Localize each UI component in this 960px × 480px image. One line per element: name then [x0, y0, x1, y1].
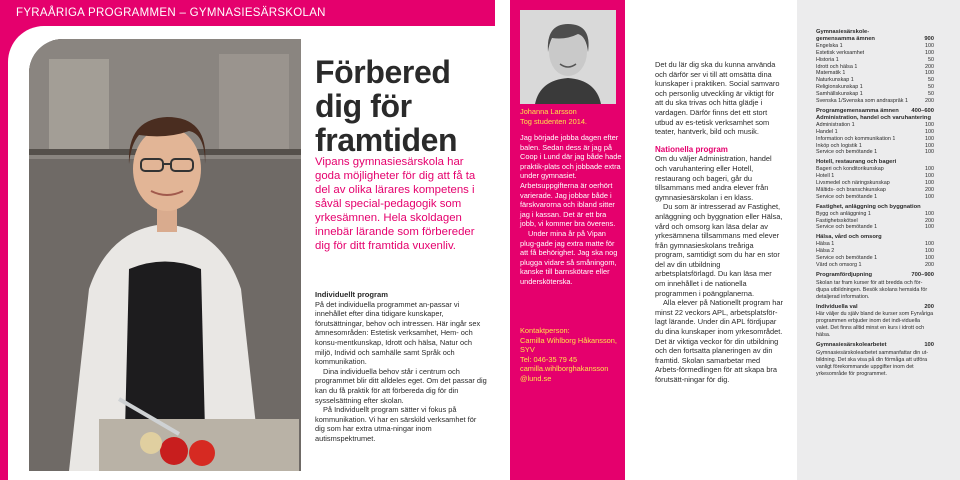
fordjupning-row [816, 272, 934, 279]
course-points: 100 [925, 42, 934, 49]
course-row [816, 255, 934, 262]
quote-paragraph-1: Jag började jobba dagen efter balen. Sedan dess är jag på Coop i Lund där jag både hade praktik-plats och jobbade extra under gymnasiet. Arbetsuppgifterna är oerhört varierade. Jag jobbar både i färskvarorna och ibland sitter jag i kassan. Det är ett bra jobb, vi kommer bra överens. [520, 133, 622, 229]
course-row [816, 187, 934, 194]
course-row [816, 143, 934, 150]
gemensamma-title-2: gemensamma ämnen [816, 35, 875, 42]
course-row [816, 43, 934, 50]
gemensamma-rows [816, 43, 934, 105]
course-name: Bageri och konditorikunskap [816, 166, 884, 173]
course-points: 100 [925, 193, 934, 200]
photo-illustration [29, 39, 301, 471]
section-individuella-val [816, 304, 934, 340]
quote-paragraph-2: Under mina år på Vipan plug-gade jag extra matte för att få behörighet. Jag ska nog plugga vidare så småningom, kanske till barnskötare eller undersköterska. [520, 228, 618, 286]
course-name: Vård och omsorg 1 [816, 262, 862, 268]
fastighet-rows [816, 211, 934, 232]
intro-text: Vipans gymnasiesärskola har goda möjligheter för dig att få ta del av olika lärares kompetens i såväl special-pedagogik som yrkesämnen. Hela skoldagen innebär lärande som förbereder dig för ditt framtida vuxenliv. [315, 156, 476, 252]
course-name: Matematik 1 [816, 70, 846, 77]
course-name: Service och bemötande 1 [816, 193, 878, 200]
course-points: 200 [925, 262, 934, 268]
course-points: 100 [925, 121, 934, 128]
course-row [816, 194, 934, 201]
contact-phone: Tel: 046-35 79 45 [520, 354, 578, 364]
section-gemensamma [816, 29, 934, 105]
nationella-heading: Nationella program [655, 144, 728, 154]
programgemensamma-row [816, 108, 934, 115]
programgemensamma-total: 400–600 [911, 107, 934, 114]
course-row [816, 50, 934, 57]
section-fastighet [816, 204, 934, 232]
arbete-title: Gymnasiesärskolearbetet [816, 342, 887, 349]
course-points: 100 [925, 173, 934, 180]
individuellt-paragraph-2: Dina individuella behov står i centrum och programmet blir ditt alldeles eget. Om det passar dig kan du få praktik för att förbereda dig för din sysselsättning efter skolan. [315, 366, 487, 405]
section-halsa [816, 234, 934, 269]
individuella-val-row [816, 304, 934, 311]
nationella-program-section [655, 60, 783, 385]
section-hotell [816, 159, 934, 200]
fordjupning-desc: Skolan tar fram kurser för att bredda och för-djupa utbildningen. Besök skolans hemsida för detaljerad information. [816, 279, 928, 300]
points-table [816, 26, 934, 381]
course-points: 200 [925, 186, 934, 193]
course-points: 50 [928, 84, 934, 91]
course-name: Måltids- och branschkunskap [816, 186, 886, 193]
nationella-paragraph-3: Alla elever på Nationellt program har minst 22 veckors APL, arbetsplatsför-lagt lärande. Under din APL fördjupar du dina kunskaper inom yrkesområdet. Det är viktiga veckor för din utbildning och den fortsatta planeringen av din framtid. Skolan samarbetar med Arbets-förmedlingen för att skapa bra förutsätt-ningar för dig. [655, 298, 783, 384]
course-name: Handel 1 [816, 128, 838, 135]
contact-label: Kontaktperson: [520, 326, 570, 335]
course-name: Svenska 1/Svenska som andraspråk 1 [816, 98, 908, 105]
course-points: 100 [925, 166, 934, 173]
contact-info [520, 326, 622, 384]
individuella-val-desc: Här väljer du själv bland de kurser som Fyrvåriga programmen erbjuder inom det indi-viduella valet. Det finns alltid minst en kurs i idrott och hälsa. [816, 311, 934, 339]
course-points: 50 [928, 77, 934, 84]
arbete-total: 100 [924, 342, 934, 349]
portrait-illustration [520, 10, 616, 104]
course-points: 100 [925, 49, 934, 56]
section-programgemensamma [816, 108, 934, 156]
individuella-val-total: 200 [924, 303, 934, 310]
course-row [816, 149, 934, 156]
course-name: Hotell 1 [816, 173, 835, 180]
course-name: Bygg och anläggning 1 [816, 210, 871, 217]
course-points: 100 [925, 128, 934, 135]
course-points: 200 [925, 217, 934, 224]
course-row [816, 166, 934, 173]
individuellt-paragraph-3: På Individuellt program sätter vi fokus på kommunikation. Vi har en särskild verksamhet för dig som har extra utma-ningar inom autismspektrumet. [315, 405, 477, 443]
course-row [816, 64, 934, 71]
gemensamma-title: Gymnasiesärskole- [816, 29, 870, 35]
course-row [816, 224, 934, 231]
course-name: Administration 1 [816, 121, 855, 128]
course-row [816, 70, 934, 77]
nationella-paragraph-1: Om du väljer Administration, handel och varuhantering eller Hotell, restaurang och bageri, går du tillsammans med andra elever från gymnasiesärskolan i en klass. [655, 154, 772, 202]
course-points: 100 [925, 149, 934, 156]
course-name: Religionskunskap 1 [816, 84, 863, 91]
fordjupning-title: Programfördjupning [816, 271, 873, 278]
course-name: Hälsa 1 [816, 241, 835, 248]
contact-name: Camilla Wihlborg Håkansson, SYV [520, 335, 617, 355]
fordjupning-total: 700–900 [911, 271, 934, 278]
contact-email-line-1: camilla.wihlborghakansson [520, 364, 609, 374]
course-name: Engelska 1 [816, 42, 843, 49]
course-row [816, 98, 934, 105]
hotell-title: Hotell, restaurang och bageri [816, 159, 897, 166]
halsa-title: Hälsa, vård och omsorg [816, 234, 882, 241]
course-name: Service och bemötande 1 [816, 255, 878, 262]
individuellt-paragraph-1: På det individuella programmet an-passar vi innehållet efter dina tidigare kunskaper, förutsättningar, behov och intressen. Här ingår sex ämnesområden: Estetisk verksamhet, Hem- och konsu-mentkunskap, Idrott och hälsa, Natur och miljö, Individ och samhälle samt Språk och kommunikation. [315, 299, 481, 367]
nationella-intro: Det du lär dig ska du kunna använda och därför ser vi till att omsätta dina kunskaper i praktiken. Social samvaro och personlig utveckling är viktigt för att du ska trivas och hitta glädje i vardagen. Därför finns det ett stort utbud av es-tetisk verksamhet som teater, hantverk, bild och musik. [655, 60, 780, 137]
course-name: Inköp och logistik 1 [816, 142, 862, 149]
course-row [816, 91, 934, 98]
course-name: Service och bemötande 1 [816, 149, 878, 156]
course-name: Naturkunskap 1 [816, 77, 854, 84]
course-name: Hälsa 2 [816, 248, 835, 255]
headline-line-2: dig för [315, 88, 412, 124]
nationella-paragraph-2: Du som är intresserad av Fastighet, anläggning och byggnation eller Hälsa, vård och omsorg kan läsa delar av yrkesämnena tillsammans med elever från gymnasieskolans treåriga program, samtidigt som du har en stor del av din utbildning arbetsplatsförlagd. Du kan läsa mer om innehållet i de nationella programmen i poängplanerna. [655, 202, 783, 298]
course-row [816, 122, 934, 129]
fastighet-title: Fastighet, anläggning och byggnation [816, 203, 921, 210]
arbete-row [816, 342, 934, 349]
gemensamma-total: 900 [924, 35, 934, 42]
section-arbete [816, 342, 934, 378]
course-points: 100 [925, 241, 934, 248]
course-row [816, 84, 934, 91]
course-points: 100 [925, 224, 934, 231]
course-points: 200 [925, 63, 934, 70]
section-fordjupning [816, 272, 934, 301]
course-name: Historia 1 [816, 56, 839, 63]
student-caption [520, 107, 620, 126]
course-row [816, 173, 934, 180]
page-header: FYRAÅRIGA PROGRAMMEN – GYMNASIESÄRSKOLAN [16, 7, 326, 19]
course-row [816, 218, 934, 225]
course-points: 100 [925, 70, 934, 77]
points-column [797, 0, 960, 480]
course-name: Idrott och hälsa 1 [816, 63, 858, 70]
course-row [816, 129, 934, 136]
hotell-rows [816, 166, 934, 201]
halsa-rows [816, 241, 934, 269]
course-name: Service och bemötande 1 [816, 224, 878, 231]
student-graduation: Tog studenten 2014. [520, 116, 587, 126]
headline [315, 55, 490, 157]
administration-title: Administration, handel och varuhantering [816, 114, 931, 121]
gemensamma-title-row [816, 36, 934, 43]
individuellt-program-section [315, 290, 487, 444]
individuella-val-title: Individuella val [816, 303, 858, 310]
chef-student-photo [29, 39, 301, 471]
course-points: 100 [925, 180, 934, 187]
student-name: Johanna Larsson [520, 107, 577, 116]
contact-email-line-2: @lund.se [520, 373, 552, 383]
course-row [816, 248, 934, 255]
individuellt-heading: Individuellt program [315, 290, 388, 299]
course-row [816, 57, 934, 64]
course-row [816, 180, 934, 187]
course-row [816, 77, 934, 84]
headline-line-1: Förbered [315, 54, 451, 90]
course-row [816, 211, 934, 218]
arbete-desc: Gymnasiesärskolearbetet sammanfattar din ut-bildning. Det ska visa på din förmåga att utföra vanligt förekommande uppgifter inom det yrkesområde för programmet. [816, 349, 929, 377]
course-points: 200 [925, 98, 934, 105]
administration-rows [816, 122, 934, 157]
programgemensamma-title: Programgemensamma ämnen [816, 107, 899, 114]
course-name: Information och kommunikation 1 [816, 135, 896, 142]
course-row [816, 241, 934, 248]
course-row [816, 262, 934, 269]
course-points: 50 [928, 91, 934, 98]
course-points: 50 [928, 56, 934, 63]
course-name: Estetisk verksamhet [816, 49, 865, 56]
student-portrait-photo [520, 10, 616, 104]
course-row [816, 136, 934, 143]
student-quote [520, 133, 622, 287]
course-points: 100 [925, 135, 934, 142]
course-points: 100 [925, 210, 934, 217]
course-points: 100 [925, 142, 934, 149]
course-name: Samhällskunskap 1 [816, 91, 863, 98]
course-points: 100 [925, 248, 934, 255]
course-points: 100 [925, 255, 934, 262]
course-name: Livsmedel och näringskunskap [816, 180, 890, 187]
headline-line-3: framtiden [315, 122, 458, 158]
course-name: Fastighetsskötsel [816, 217, 858, 224]
